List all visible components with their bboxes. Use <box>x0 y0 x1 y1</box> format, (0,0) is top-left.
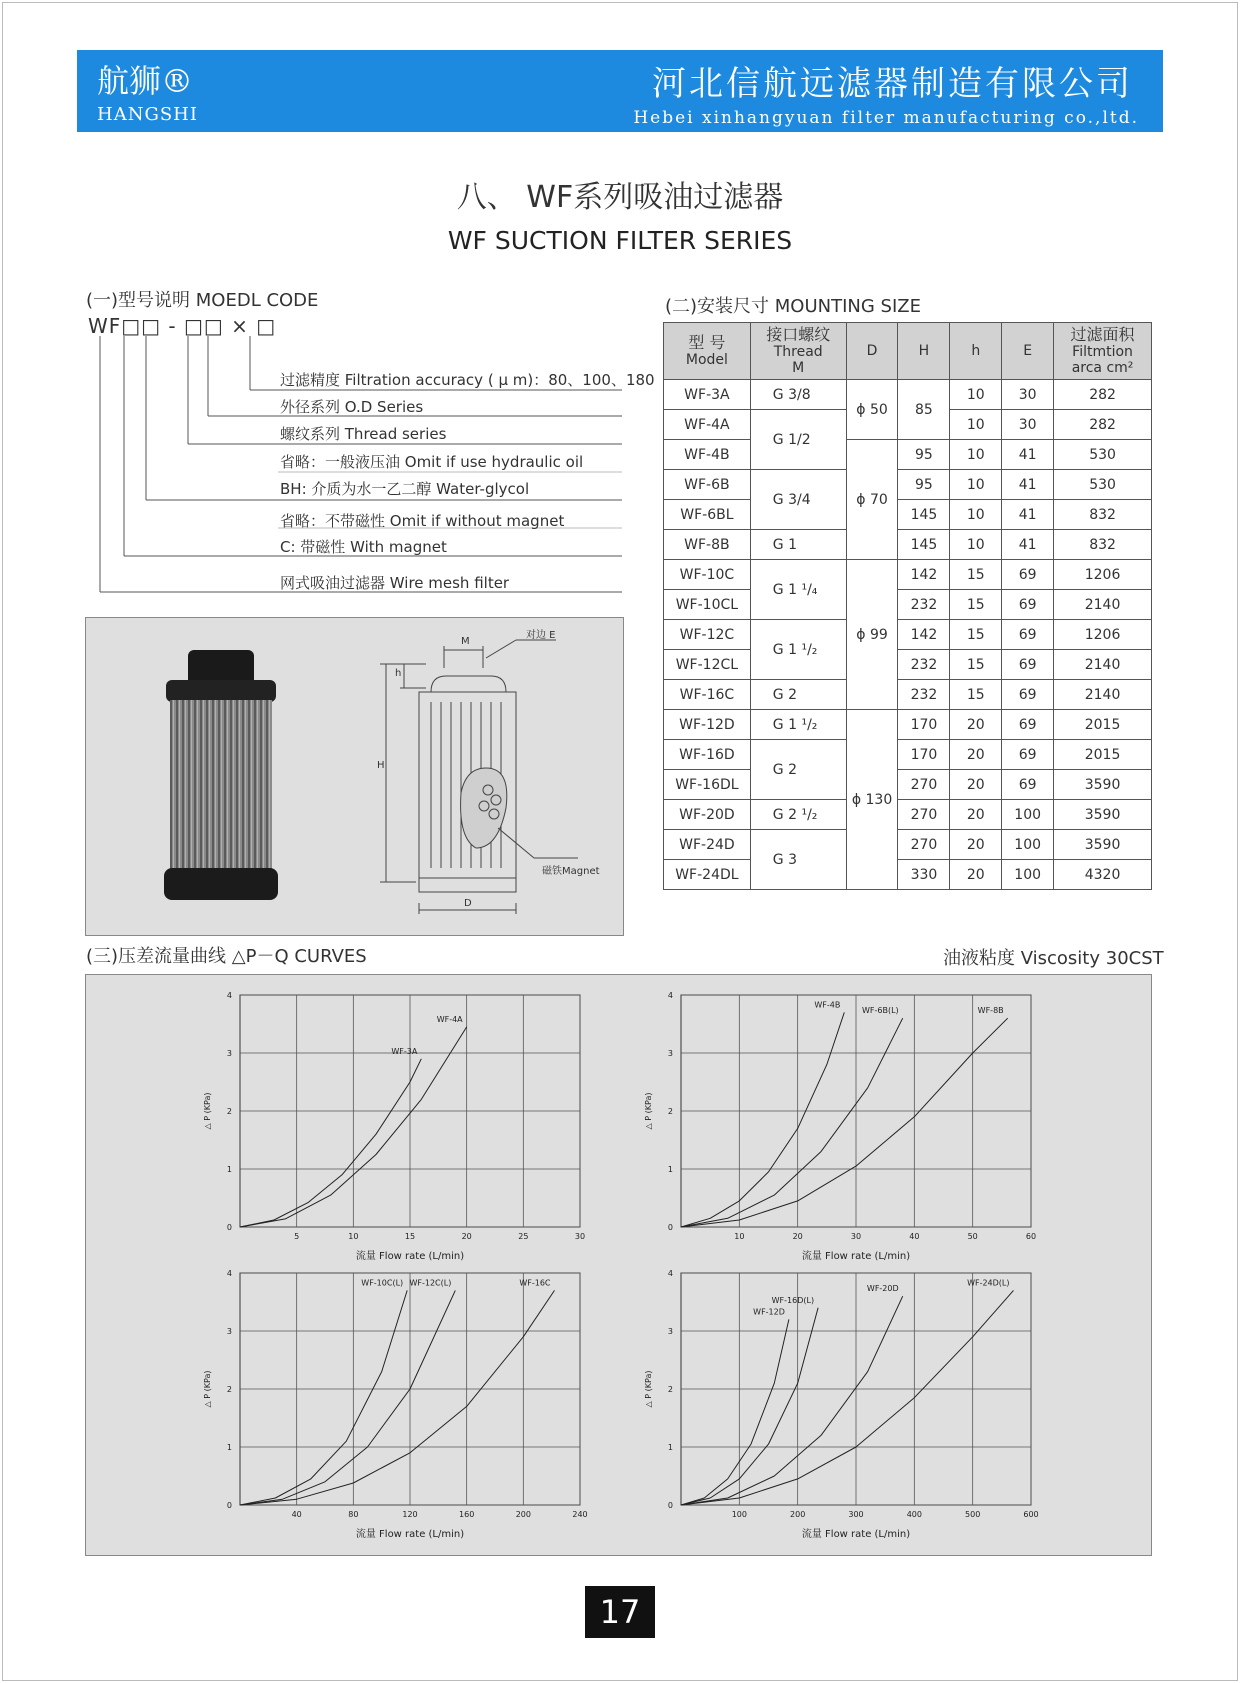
cell-e: 69 <box>1002 620 1054 650</box>
series-label: WF-20D <box>866 1284 899 1294</box>
cell-e: 100 <box>1002 800 1054 830</box>
y-tick-label: 4 <box>226 991 232 1000</box>
dim-label-h-big: H <box>377 760 385 771</box>
series-line <box>240 1290 407 1505</box>
cell-area: 3590 <box>1054 800 1152 830</box>
header-H: H <box>898 323 950 380</box>
cell-area: 4320 <box>1054 860 1152 890</box>
cell-thread: G 3/4 <box>750 470 846 530</box>
series-label: WF-10C(L) <box>361 1278 404 1288</box>
cell-e: 41 <box>1002 440 1054 470</box>
cell-thread: G 3/8 <box>750 380 846 410</box>
cell-e: 100 <box>1002 830 1054 860</box>
cell-e: 41 <box>1002 530 1054 560</box>
cell-h: 10 <box>950 470 1002 500</box>
brand-name-cn: 航狮® <box>97 62 194 100</box>
cell-area: 2140 <box>1054 590 1152 620</box>
viscosity-note: 油液粘度 Viscosity 30CST <box>943 948 1164 969</box>
page-title-en: WF SUCTION FILTER SERIES <box>447 226 793 255</box>
x-tick-label: 400 <box>906 1510 922 1519</box>
cell-h: 20 <box>950 740 1002 770</box>
y-tick-label: 0 <box>226 1223 232 1232</box>
x-tick-label: 80 <box>348 1510 359 1519</box>
x-tick-label: 40 <box>909 1232 920 1241</box>
cell-model: WF-24DL <box>664 860 751 890</box>
table-row <box>664 800 1152 830</box>
cell-diameter: ϕ 130 <box>846 710 898 890</box>
series-label: WF-12C(L) <box>409 1278 452 1288</box>
cell-model: WF-16DL <box>664 770 751 800</box>
cell-model: WF-8B <box>664 530 751 560</box>
cell-H: 142 <box>898 620 950 650</box>
y-axis-label: △ P (KPa) <box>203 1370 212 1408</box>
cell-area: 1206 <box>1054 560 1152 590</box>
y-tick-label: 0 <box>667 1501 673 1510</box>
cell-model: WF-12C <box>664 620 751 650</box>
header-thread: 接口螺纹 Thread M <box>750 323 846 380</box>
cell-h: 10 <box>950 410 1002 440</box>
y-tick-label: 4 <box>226 1269 232 1278</box>
cell-area: 2015 <box>1054 740 1152 770</box>
cell-model: WF-6BL <box>664 500 751 530</box>
x-tick-label: 15 <box>404 1232 416 1241</box>
cell-e: 69 <box>1002 650 1054 680</box>
label-hydraulic-oil: 省略：一般液压油 Omit if use hydraulic oil <box>280 453 584 471</box>
dim-label-d: D <box>464 898 472 909</box>
product-drawing-panel <box>85 617 624 936</box>
cell-h: 20 <box>950 770 1002 800</box>
cell-model: WF-10CL <box>664 590 751 620</box>
series-label: WF-4B <box>814 1000 841 1010</box>
series-line <box>681 1290 1014 1505</box>
curves-panel <box>85 974 1152 1556</box>
series-label: WF-4A <box>436 1014 463 1024</box>
x-axis-label: 流量 Flow rate (L/min) <box>355 1251 465 1262</box>
x-tick-label: 50 <box>967 1232 978 1241</box>
cell-H: 170 <box>898 710 950 740</box>
company-name-en: Hebei xinhangyuan filter manufacturing co.,ltd. <box>633 108 1139 128</box>
x-axis-label: 流量 Flow rate (L/min) <box>801 1251 911 1262</box>
table-row <box>664 740 1152 770</box>
y-tick-label: 1 <box>226 1443 232 1452</box>
cell-e: 30 <box>1002 410 1054 440</box>
table-row <box>664 650 1152 680</box>
cell-model: WF-20D <box>664 800 751 830</box>
cell-H: 270 <box>898 770 950 800</box>
cell-area: 2015 <box>1054 710 1152 740</box>
cell-e: 69 <box>1002 710 1054 740</box>
label-with-magnet: C: 带磁性 With magnet <box>280 538 447 556</box>
series-line <box>681 1012 844 1227</box>
x-tick-label: 20 <box>461 1232 472 1241</box>
cell-h: 15 <box>950 620 1002 650</box>
cell-model: WF-10C <box>664 560 751 590</box>
cell-H: 270 <box>898 800 950 830</box>
series-label: WF-8B <box>977 1006 1004 1016</box>
header-e: E <box>1002 323 1054 380</box>
cell-thread: G 2 ¹/₂ <box>750 800 846 830</box>
cell-diameter: ϕ 50 <box>846 380 898 440</box>
cell-model: WF-24D <box>664 830 751 860</box>
label-od-series: 外径系列 O.D Series <box>280 398 424 416</box>
filter-illustration <box>86 618 623 935</box>
cell-H: 330 <box>898 860 950 890</box>
x-tick-label: 240 <box>572 1510 588 1519</box>
cell-area: 530 <box>1054 470 1152 500</box>
cell-H: 232 <box>898 680 950 710</box>
x-tick-label: 500 <box>965 1510 981 1519</box>
cell-thread: G 1 ¹/₂ <box>750 620 846 680</box>
cell-model: WF-4B <box>664 440 751 470</box>
cell-h: 10 <box>950 500 1002 530</box>
x-tick-label: 40 <box>291 1510 302 1519</box>
series-line <box>681 1296 903 1505</box>
cell-H: 95 <box>898 470 950 500</box>
x-axis-label: 流量 Flow rate (L/min) <box>355 1529 465 1540</box>
series-label: WF-16C <box>519 1278 551 1288</box>
cell-area: 832 <box>1054 530 1152 560</box>
cell-h: 20 <box>950 860 1002 890</box>
cell-e: 100 <box>1002 860 1054 890</box>
cell-area: 3590 <box>1054 830 1152 860</box>
series-line <box>240 1290 455 1505</box>
mounting-size-heading: (二)安装尺寸 MOUNTING SIZE <box>665 296 921 317</box>
cell-thread: G 1 ¹/₂ <box>750 710 846 740</box>
table-row <box>664 770 1152 800</box>
y-tick-label: 4 <box>667 1269 673 1278</box>
cell-h: 20 <box>950 710 1002 740</box>
table-header-row <box>664 323 1152 380</box>
cell-e: 69 <box>1002 770 1054 800</box>
label-water-glycol: BH: 介质为水一乙二醇 Water-glycol <box>280 480 530 498</box>
x-tick-label: 100 <box>731 1510 747 1519</box>
y-axis-label: △ P (KPa) <box>203 1092 212 1130</box>
cell-thread: G 1/2 <box>750 410 846 470</box>
cell-diameter: ϕ 99 <box>846 560 898 710</box>
cell-area: 832 <box>1054 500 1152 530</box>
cell-H: 170 <box>898 740 950 770</box>
x-tick-label: 30 <box>574 1232 586 1241</box>
x-tick-label: 10 <box>734 1232 745 1241</box>
header-banner <box>77 50 1163 132</box>
y-tick-label: 1 <box>226 1165 232 1174</box>
cell-area: 282 <box>1054 410 1152 440</box>
series-line <box>240 1059 421 1227</box>
label-filtration-accuracy: 过滤精度 Filtration accuracy ( μ m)：80、100、180 <box>280 371 655 389</box>
table-row <box>664 590 1152 620</box>
dim-label-m: M <box>461 636 470 647</box>
y-tick-label: 2 <box>667 1107 673 1116</box>
dim-label-magnet: 磁铁Magnet <box>542 866 600 877</box>
x-tick-label: 10 <box>348 1232 359 1241</box>
cell-model: WF-12D <box>664 710 751 740</box>
pq-curves-charts <box>86 975 1151 1555</box>
series-label: WF-6B(L) <box>861 1006 899 1016</box>
x-tick-label: 200 <box>515 1510 531 1519</box>
cell-area: 530 <box>1054 440 1152 470</box>
table-row <box>664 710 1152 740</box>
cell-H: 145 <box>898 500 950 530</box>
cell-thread: G 1 ¹/₄ <box>750 560 846 620</box>
cell-model: WF-4A <box>664 410 751 440</box>
model-code-heading: (一)型号说明 MOEDL CODE <box>86 290 319 311</box>
cell-h: 15 <box>950 590 1002 620</box>
cell-area: 2140 <box>1054 680 1152 710</box>
x-tick-label: 120 <box>402 1510 418 1519</box>
cell-e: 41 <box>1002 500 1054 530</box>
cell-H: 85 <box>898 380 950 440</box>
x-tick-label: 200 <box>790 1510 806 1519</box>
y-tick-label: 0 <box>667 1223 673 1232</box>
cell-h: 10 <box>950 440 1002 470</box>
y-tick-label: 1 <box>667 1443 673 1452</box>
cell-area: 3590 <box>1054 770 1152 800</box>
cell-e: 30 <box>1002 380 1054 410</box>
table-row <box>664 500 1152 530</box>
mounting-size-table <box>663 322 1152 890</box>
cell-H: 95 <box>898 440 950 470</box>
table-row <box>664 830 1152 860</box>
y-axis-label: △ P (KPa) <box>644 1092 653 1130</box>
cell-model: WF-16C <box>664 680 751 710</box>
x-tick-label: 30 <box>850 1232 862 1241</box>
series-line <box>681 1018 903 1227</box>
page-number: 17 <box>585 1586 655 1638</box>
filter-photo <box>164 650 278 900</box>
y-tick-label: 3 <box>226 1049 232 1058</box>
y-tick-label: 0 <box>226 1501 232 1510</box>
cell-model: WF-16D <box>664 740 751 770</box>
cell-model: WF-6B <box>664 470 751 500</box>
table-row <box>664 380 1152 410</box>
x-axis-label: 流量 Flow rate (L/min) <box>801 1529 911 1540</box>
header-d: D <box>846 323 898 380</box>
x-tick-label: 25 <box>518 1232 529 1241</box>
cell-area: 2140 <box>1054 650 1152 680</box>
y-tick-label: 2 <box>226 1107 232 1116</box>
y-axis-label: △ P (KPa) <box>644 1370 653 1408</box>
x-tick-label: 20 <box>792 1232 803 1241</box>
label-wire-mesh-filter: 网式吸油过滤器 Wire mesh filter <box>280 574 510 592</box>
dim-label-h-small: h <box>395 668 402 679</box>
cell-thread: G 1 <box>750 530 846 560</box>
y-tick-label: 4 <box>667 991 673 1000</box>
x-tick-label: 600 <box>1023 1510 1039 1519</box>
cell-h: 15 <box>950 560 1002 590</box>
y-tick-label: 3 <box>667 1049 673 1058</box>
cell-h: 15 <box>950 650 1002 680</box>
series-label: WF-16D(L) <box>771 1295 815 1305</box>
cell-H: 142 <box>898 560 950 590</box>
cell-H: 232 <box>898 650 950 680</box>
cell-model: WF-3A <box>664 380 751 410</box>
series-line <box>681 1018 1008 1227</box>
series-label: WF-12D <box>753 1307 785 1317</box>
cell-area: 282 <box>1054 380 1152 410</box>
cell-h: 10 <box>950 380 1002 410</box>
cell-e: 69 <box>1002 740 1054 770</box>
header-area: 过滤面积 Filtmtion arca cm² <box>1054 323 1152 380</box>
cell-diameter: ϕ 70 <box>846 440 898 560</box>
curves-heading: (三)压差流量曲线 △P－Q CURVES <box>86 946 367 967</box>
dim-label-edge: 对边 E <box>526 630 556 641</box>
cell-e: 69 <box>1002 680 1054 710</box>
y-tick-label: 3 <box>667 1327 673 1336</box>
table-row <box>664 470 1152 500</box>
cell-H: 270 <box>898 830 950 860</box>
x-tick-label: 160 <box>459 1510 475 1519</box>
brand-name-en: HANGSHI <box>97 104 198 125</box>
cell-h: 10 <box>950 530 1002 560</box>
y-tick-label: 2 <box>226 1385 232 1394</box>
cell-h: 15 <box>950 680 1002 710</box>
cell-H: 232 <box>898 590 950 620</box>
model-code-pattern: WF□□ - □□ × □ <box>88 314 277 338</box>
cell-area: 1206 <box>1054 620 1152 650</box>
header-h: h <box>950 323 1002 380</box>
y-tick-label: 3 <box>226 1327 232 1336</box>
table-row <box>664 620 1152 650</box>
cell-thread: G 2 <box>750 680 846 710</box>
page-title-cn: 八、 WF系列吸油过滤器 <box>456 180 784 215</box>
series-label: WF-24D(L) <box>967 1278 1010 1288</box>
table-row <box>664 530 1152 560</box>
y-tick-label: 2 <box>667 1385 673 1394</box>
table-row <box>664 440 1152 470</box>
y-tick-label: 1 <box>667 1165 673 1174</box>
cell-e: 69 <box>1002 590 1054 620</box>
cell-h: 20 <box>950 830 1002 860</box>
table-row <box>664 860 1152 890</box>
header-model: 型 号 Model <box>664 323 751 380</box>
table-row <box>664 560 1152 590</box>
cell-H: 145 <box>898 530 950 560</box>
cell-thread: G 3 <box>750 830 846 890</box>
label-without-magnet: 省略：不带磁性 Omit if without magnet <box>280 512 565 530</box>
series-label: WF-3A <box>391 1046 418 1056</box>
label-thread-series: 螺纹系列 Thread series <box>280 425 447 443</box>
company-name-cn: 河北信航远滤器制造有限公司 <box>652 64 1133 104</box>
cell-model: WF-12CL <box>664 650 751 680</box>
x-tick-label: 5 <box>294 1232 300 1241</box>
cell-thread: G 2 <box>750 740 846 800</box>
table-row <box>664 680 1152 710</box>
cell-e: 69 <box>1002 560 1054 590</box>
cell-e: 41 <box>1002 470 1054 500</box>
x-tick-label: 300 <box>848 1510 864 1519</box>
x-tick-label: 60 <box>1025 1232 1037 1241</box>
cell-h: 20 <box>950 800 1002 830</box>
